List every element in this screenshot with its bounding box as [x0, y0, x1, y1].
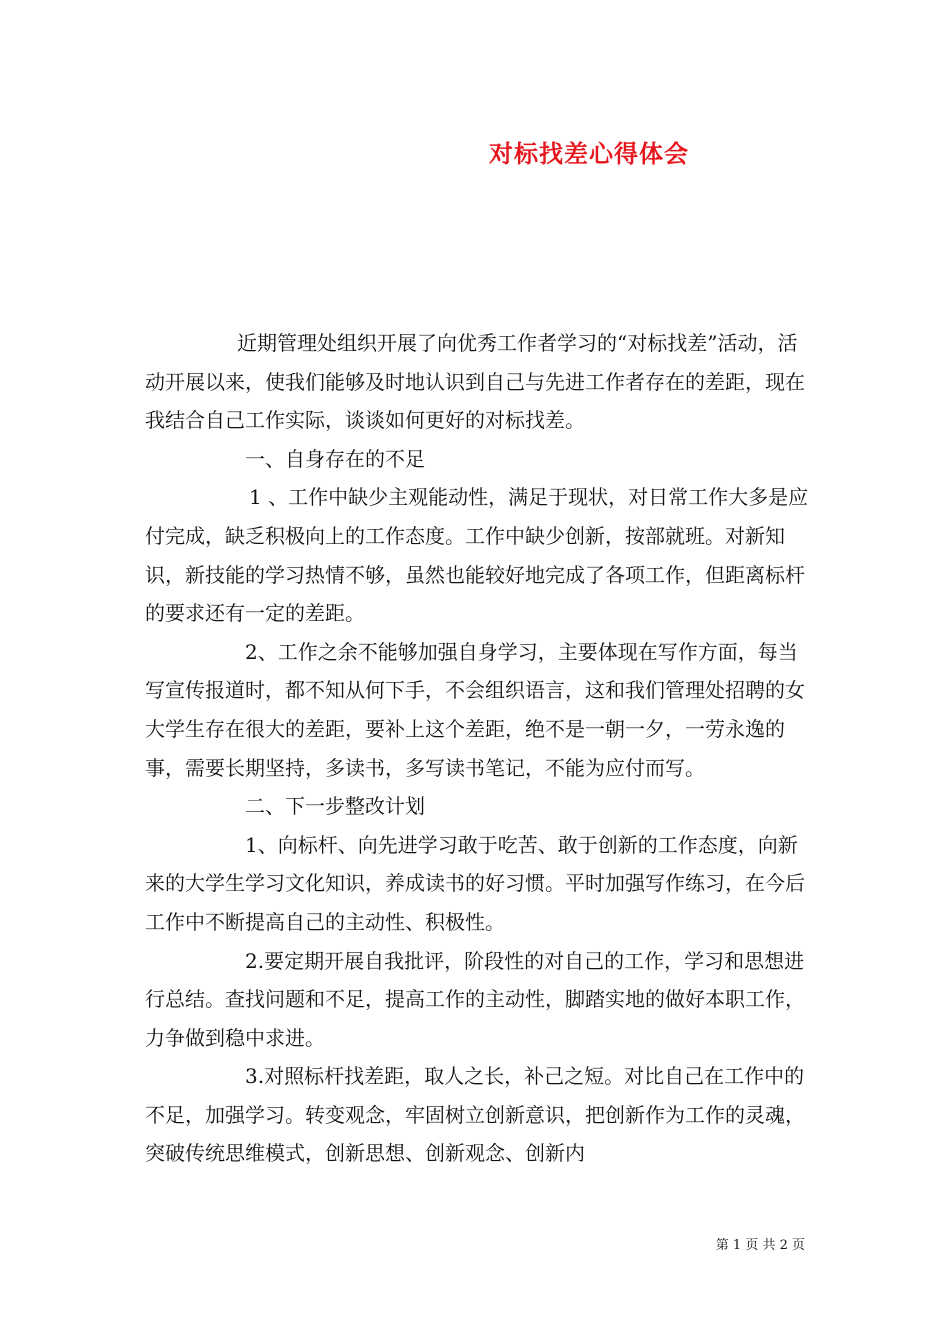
- paragraph-shortcoming-2: 2、工作之余不能够加强自身学习，主要体现在写作方面，每当写宣传报道时，都不知从何下手，不会组织语言，这和我们管理处招聘的女大学生存在很大的差距，要补上这个差距，绝不是一朝一夕，一劳永逸的事，需要长期坚持，多读书，多写读书笔记，不能为应付而写。: [145, 639, 805, 780]
- section-heading-plan: 二、下一步整改计划: [245, 794, 425, 819]
- paragraph-intro: 近期管理处组织开展了向优秀工作者学习的“对标找差”活动，活动开展以来，使我们能够及时地认识到自己与先进工作者存在的差距，现在我结合自己工作实际，谈谈如何更好的对标找差。: [145, 331, 805, 433]
- paragraph-shortcoming-1: 1 、工作中缺少主观能动性，满足于现状，对日常工作大多是应付完成，缺乏积极向上的工作态度。工作中缺少创新，按部就班。对新知识，新技能的学习热情不够，虽然也能较好地完成了各项工作，但距离标杆的要求还有一定的差距。: [145, 485, 809, 626]
- page-number: 第 1 页 共 2 页: [715, 1238, 805, 1253]
- document-body: [145, 324, 810, 1173]
- document-title: 对标找差心得体会: [489, 139, 689, 168]
- paragraph-plan-1: 1、向标杆、向先进学习敢于吃苦、敢于创新的工作态度，向新来的大学生学习文化知识，养成读书的好习惯。平时加强写作练习，在今后工作中不断提高自己的主动性、积极性。: [145, 832, 805, 934]
- paragraph-plan-2: 2.要定期开展自我批评，阶段性的对自己的工作，学习和思想进行总结。查找问题和不足，提高工作的主动性，脚踏实地的做好本职工作，力争做到稳中求进。: [145, 948, 805, 1050]
- section-heading-shortcomings: 一、自身存在的不足: [245, 446, 425, 471]
- paragraph-plan-3: 3.对照标杆找差距，取人之长，补己之短。对比自己在工作中的不足，加强学习。转变观念，牢固树立创新意识，把创新作为工作的灵魂，突破传统思维模式，创新思想、创新观念、创新内: [145, 1064, 805, 1166]
